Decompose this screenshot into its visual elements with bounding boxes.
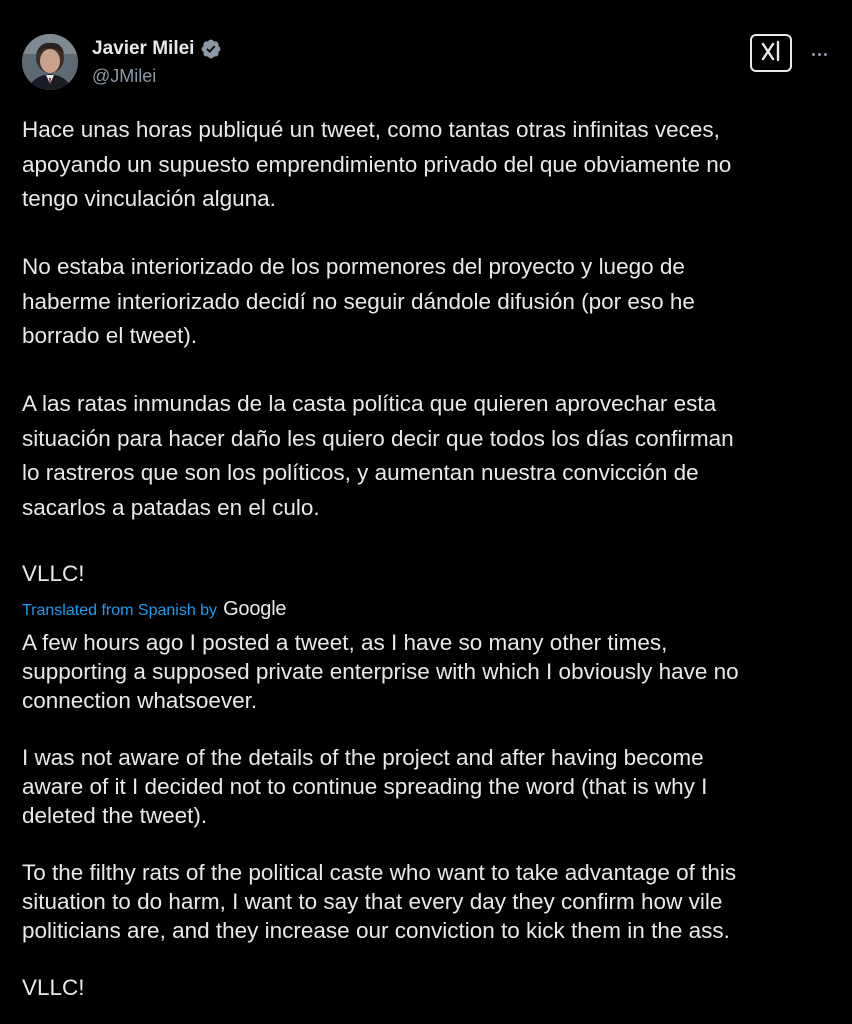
text-line: VLLC!	[22, 561, 85, 586]
grok-icon	[758, 39, 784, 68]
text-line: To the filthy rats of the political caste who want to take advantage of this	[22, 860, 737, 885]
tweet-paragraph-original-4	[22, 557, 837, 592]
text-line: haberme interiorizado decidí no seguir dándole difusión (por eso he	[22, 288, 695, 314]
translation-attribution	[22, 598, 286, 621]
author-handle[interactable]: @JMilei	[92, 66, 157, 86]
text-line: connection whatsoever.	[22, 688, 258, 713]
tweet-paragraph-original-2	[22, 250, 837, 354]
avatar-image	[22, 34, 78, 90]
tweet-paragraph-original-3	[22, 387, 837, 525]
text-line: deleted the tweet).	[22, 803, 208, 828]
text-line: No estaba interiorizado de los pormenores del proyecto y luego de	[22, 254, 685, 279]
tweet-paragraph-translated-1	[22, 628, 842, 715]
text-line: Hace unas horas publiqué un tweet, como tantas otras infinitas veces,	[22, 117, 720, 142]
text-line: A few hours ago I posted a tweet, as I have so many other times,	[22, 630, 668, 655]
translation-label[interactable]: Translated from Spanish by	[22, 602, 218, 619]
text-line: tengo vinculación alguna.	[22, 186, 276, 211]
more-options-button[interactable]	[806, 42, 832, 66]
author-name-row	[92, 38, 222, 60]
tweet-paragraph-translated-3	[22, 858, 842, 945]
verified-badge-icon[interactable]	[200, 38, 222, 60]
text-line: VLLC!	[22, 975, 85, 1000]
google-logo: Google	[223, 598, 287, 620]
text-line: A las ratas inmundas de la casta política que quieren aprovechar esta	[22, 391, 717, 416]
text-line: I was not aware of the details of the project and after having become	[22, 745, 704, 770]
text-line: supporting a supposed private enterprise with which I obviously have no	[22, 659, 739, 684]
text-line: politicians are, and they increase our conviction to kick them in the ass.	[22, 918, 730, 943]
text-line: situation to do harm, I want to say that every day they confirm how vile	[22, 889, 723, 914]
text-line: sacarlos a patadas en el culo.	[22, 494, 320, 520]
tweet-paragraph-translated-4	[22, 973, 842, 1002]
avatar[interactable]	[22, 34, 78, 90]
grok-button[interactable]	[750, 34, 792, 72]
tweet-paragraph-original-1	[22, 113, 837, 217]
text-line: aware of it I decided not to continue spreading the word (that is why I	[22, 774, 708, 799]
author-display-name[interactable]: Javier Milei	[92, 38, 195, 59]
more-dots-icon	[812, 53, 827, 56]
text-line: lo rastreros que son los políticos, y aumentan nuestra convicción de	[22, 460, 699, 485]
text-line: situación para hacer daño les quiero decir que todos los días confirman	[22, 425, 734, 451]
tweet-paragraph-translated-2	[22, 743, 842, 830]
text-line: apoyando un supuesto emprendimiento privado del que obviamente no	[22, 151, 732, 177]
text-line: borrado el tweet).	[22, 323, 198, 348]
